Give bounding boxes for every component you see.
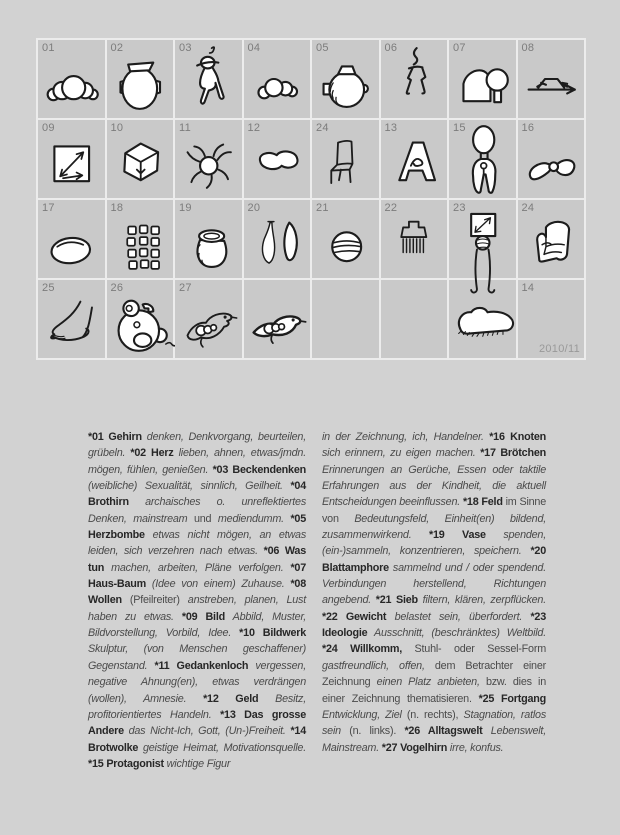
legend-description: wichtige Figur bbox=[163, 757, 231, 770]
cell-number: 11 bbox=[179, 122, 192, 134]
legend-term: *04 Brothirn bbox=[88, 480, 306, 509]
cell-number: 24 bbox=[521, 202, 535, 214]
cell-number: 03 bbox=[179, 42, 192, 54]
legend-term: *20 Blattamphore bbox=[322, 545, 546, 574]
legend-term: *05 Herzbombe bbox=[88, 512, 306, 542]
legend-term: *06 Was tun bbox=[88, 545, 306, 574]
symbol-grid bbox=[36, 38, 586, 360]
cell-number: 24 bbox=[316, 122, 329, 134]
grid-cell bbox=[244, 280, 311, 358]
grid-cell bbox=[312, 120, 379, 198]
legend-description: etwas nicht mögen, an etwas leiden, sich verzehren nach etwas. bbox=[88, 529, 306, 558]
legend-description: Abbild, Muster, Bildvorstellung, Vorbild, Idee. bbox=[88, 610, 307, 640]
legend-description: Bedeutungsfeld, Einheit(en) bildend, zusammenwirkend. bbox=[322, 512, 547, 542]
legend-description: (n. links). bbox=[349, 725, 405, 738]
cell-number: 12 bbox=[247, 122, 261, 134]
cell-number: 18 bbox=[110, 202, 124, 214]
legend-term: *26 Alltagswelt bbox=[404, 725, 483, 738]
cell-number: 21 bbox=[316, 202, 329, 214]
cell-number: 19 bbox=[179, 202, 192, 214]
cell-number: 09 bbox=[42, 122, 55, 134]
legend-description: (n. rechts), bbox=[406, 708, 464, 721]
cell-number: 22 bbox=[384, 202, 398, 214]
legend-description: dem Betrachter einer Zeichnung bbox=[322, 659, 546, 689]
legend-description: Lebenswelt, Mainstream. bbox=[322, 725, 546, 754]
legend-term: *01 Gehirn bbox=[88, 431, 142, 443]
grid-cell bbox=[518, 40, 585, 118]
grid-cell bbox=[244, 120, 311, 198]
grid-cell bbox=[107, 120, 174, 198]
grid-cell bbox=[518, 280, 585, 358]
legend-description: (Pfeilreiter) bbox=[121, 594, 180, 607]
legend-description: irre, konfus. bbox=[447, 741, 504, 754]
vogelhirn-2-icon bbox=[244, 280, 311, 358]
legend-term: *24 Willkomm, bbox=[322, 643, 402, 656]
legend-term: *07 Haus-Baum bbox=[88, 561, 306, 591]
legend-description: sammelnd und / oder spendend. Verbindungen herstellend, Richtungen angebend. bbox=[322, 561, 546, 607]
cell-number: 27 bbox=[179, 282, 192, 294]
legend-description: geistige Heimat, Motivationsquelle. bbox=[138, 741, 306, 754]
legend-description: Erinnerungen an Gerüche, Essen oder taktile Erfahrungen aus der Kindheit, die aktuell Entscheidungen beeinflussen. bbox=[322, 463, 546, 509]
grid-cell bbox=[175, 200, 242, 278]
legend-term: *09 Bild bbox=[181, 610, 225, 623]
legend-description: lieben, ahnen, etwas/jmdn. mögen, fühlen, genießen. bbox=[88, 447, 306, 476]
legend-term: *03 Beckendenken bbox=[212, 463, 306, 476]
grid-cell bbox=[381, 40, 448, 118]
grid-cell bbox=[38, 200, 105, 278]
cell-number: 17 bbox=[42, 202, 55, 214]
legend-description: (weibliche) Sexualität, sinnlich, Geilheit. bbox=[88, 480, 291, 493]
grid-cell bbox=[449, 120, 516, 198]
cell-number: 08 bbox=[521, 42, 535, 54]
grid-cell bbox=[38, 120, 105, 198]
legend-term: *27 Vogelhirn bbox=[381, 741, 448, 754]
grid-cell bbox=[107, 200, 174, 278]
legend-term: *10 Bildwerk bbox=[239, 627, 306, 640]
legend-description: das Nicht-Ich, Gott, (Un-)Freiheit. bbox=[123, 725, 291, 738]
legend-description: spenden, (ein-)sammeln, konzentrieren, speichern. bbox=[322, 529, 546, 558]
cell-number: 06 bbox=[384, 42, 398, 54]
cell-number: 15 bbox=[453, 122, 466, 134]
cell-number: 26 bbox=[110, 282, 124, 294]
legend-term: *15 Protagonist bbox=[88, 757, 164, 770]
legend-description: vergessen, negative Ahnung(en), etwas verdrängen (wollen), Amnesie. bbox=[88, 659, 306, 705]
legend-description: Stagnation, ratlos sein bbox=[322, 708, 546, 738]
legend-description: Skulptur, (von Menschen geschaffener) Gegenstand. bbox=[88, 643, 306, 672]
legend-term: *23 Ideologie bbox=[322, 610, 546, 640]
grid-cell bbox=[312, 200, 379, 278]
grid-cell bbox=[381, 280, 448, 358]
legend-description: und bbox=[193, 512, 212, 525]
cell-number: 14 bbox=[521, 282, 535, 294]
legend-term: *13 Das grosse Andere bbox=[88, 708, 306, 738]
legend-description: in der Zeichnung, ich, Handelner. bbox=[322, 431, 490, 443]
cell-number: 02 bbox=[110, 42, 124, 54]
legend-description: bzw. dies in einer Zeichnung thematisieren. bbox=[322, 676, 546, 705]
ideologie-icon bbox=[449, 200, 516, 278]
legend-term: *14 Brotwolke bbox=[88, 725, 306, 754]
legend-description: gastfreundlich, offen, bbox=[322, 659, 435, 672]
grid-cell bbox=[38, 280, 105, 358]
legend-description: archaisches o. unreflektiertes Denken, mainstream bbox=[88, 496, 306, 525]
legend-description: mediendumm. bbox=[211, 512, 291, 525]
grid-cell bbox=[518, 200, 585, 278]
cell-number: 16 bbox=[521, 122, 535, 134]
grid-cell bbox=[381, 120, 448, 198]
grid-cell bbox=[175, 280, 242, 358]
cell-number: 04 bbox=[247, 42, 261, 54]
year-label: 2010/11 bbox=[538, 343, 580, 355]
cell-number: 13 bbox=[384, 122, 398, 134]
cell-number: 23 bbox=[453, 202, 466, 214]
cell-number: 05 bbox=[316, 42, 329, 54]
grid-cell bbox=[518, 120, 585, 198]
legend-term: *17 Brötchen bbox=[480, 447, 546, 460]
grid-cell bbox=[381, 200, 448, 278]
legend-term: *16 Knoten bbox=[489, 431, 547, 443]
legend-description: Ausschnitt, (beschränktes) Weltbild. bbox=[367, 627, 546, 640]
grid-cell bbox=[107, 40, 174, 118]
grid-cell bbox=[244, 40, 311, 118]
legend-term: *22 Gewicht bbox=[322, 610, 387, 623]
grid-cell bbox=[312, 40, 379, 118]
grid-cell bbox=[449, 200, 516, 278]
legend-description: einen Platz anbieten, bbox=[376, 676, 486, 689]
legend-description: Besitz, profitorientiertes Handeln. bbox=[88, 692, 306, 721]
cell-number: 20 bbox=[247, 202, 261, 214]
legend-description: denken, Denkvorgang, beurteilen, grübeln. bbox=[88, 431, 306, 460]
cell-number: 01 bbox=[42, 42, 55, 54]
legend-column-2 bbox=[322, 429, 546, 756]
legend-description: (Idee von einem) Zuhause. bbox=[146, 578, 291, 591]
cell-number: 07 bbox=[453, 42, 466, 54]
grid-cell bbox=[107, 280, 174, 358]
grid-cell bbox=[312, 280, 379, 358]
legend-term: *21 Sieb bbox=[375, 594, 418, 607]
legend-description: Entwicklung, Ziel bbox=[322, 708, 407, 721]
legend-description: Stuhl- oder Sessel-Form bbox=[402, 643, 546, 656]
cell-number: 10 bbox=[110, 122, 124, 134]
legend-term: *02 Herz bbox=[130, 447, 174, 460]
legend-description: anstreben, planen, Lust haben zu etwas. bbox=[88, 594, 306, 623]
legend-description: machen, arbeiten, Pläne verfolgen. bbox=[104, 561, 291, 574]
legend-description: im Sinne von bbox=[322, 496, 546, 525]
legend-column-1 bbox=[88, 429, 306, 772]
legend-term: *11 Gedankenloch bbox=[154, 659, 249, 672]
brotwolke-icon bbox=[449, 280, 516, 358]
grid-cell bbox=[449, 40, 516, 118]
legend-term: *25 Fortgang bbox=[478, 692, 546, 705]
legend-term: *12 Geld bbox=[203, 692, 259, 705]
legend-term: *19 Vase bbox=[429, 529, 486, 542]
legend-description: filtern, klären, zerpflücken. bbox=[417, 594, 546, 607]
legend-description: sich erinnern, zu eigen machen. bbox=[322, 447, 481, 460]
grid-cell bbox=[38, 40, 105, 118]
legend-description: belastet sein, überfordert. bbox=[386, 610, 531, 623]
cell-number: 25 bbox=[42, 282, 55, 294]
grid-cell bbox=[244, 200, 311, 278]
grid-cell bbox=[175, 120, 242, 198]
legend-term: *18 Feld bbox=[462, 496, 503, 509]
grid-cell bbox=[449, 280, 516, 358]
grid-cell bbox=[175, 40, 242, 118]
legend-term: *08 Wollen bbox=[88, 578, 306, 607]
